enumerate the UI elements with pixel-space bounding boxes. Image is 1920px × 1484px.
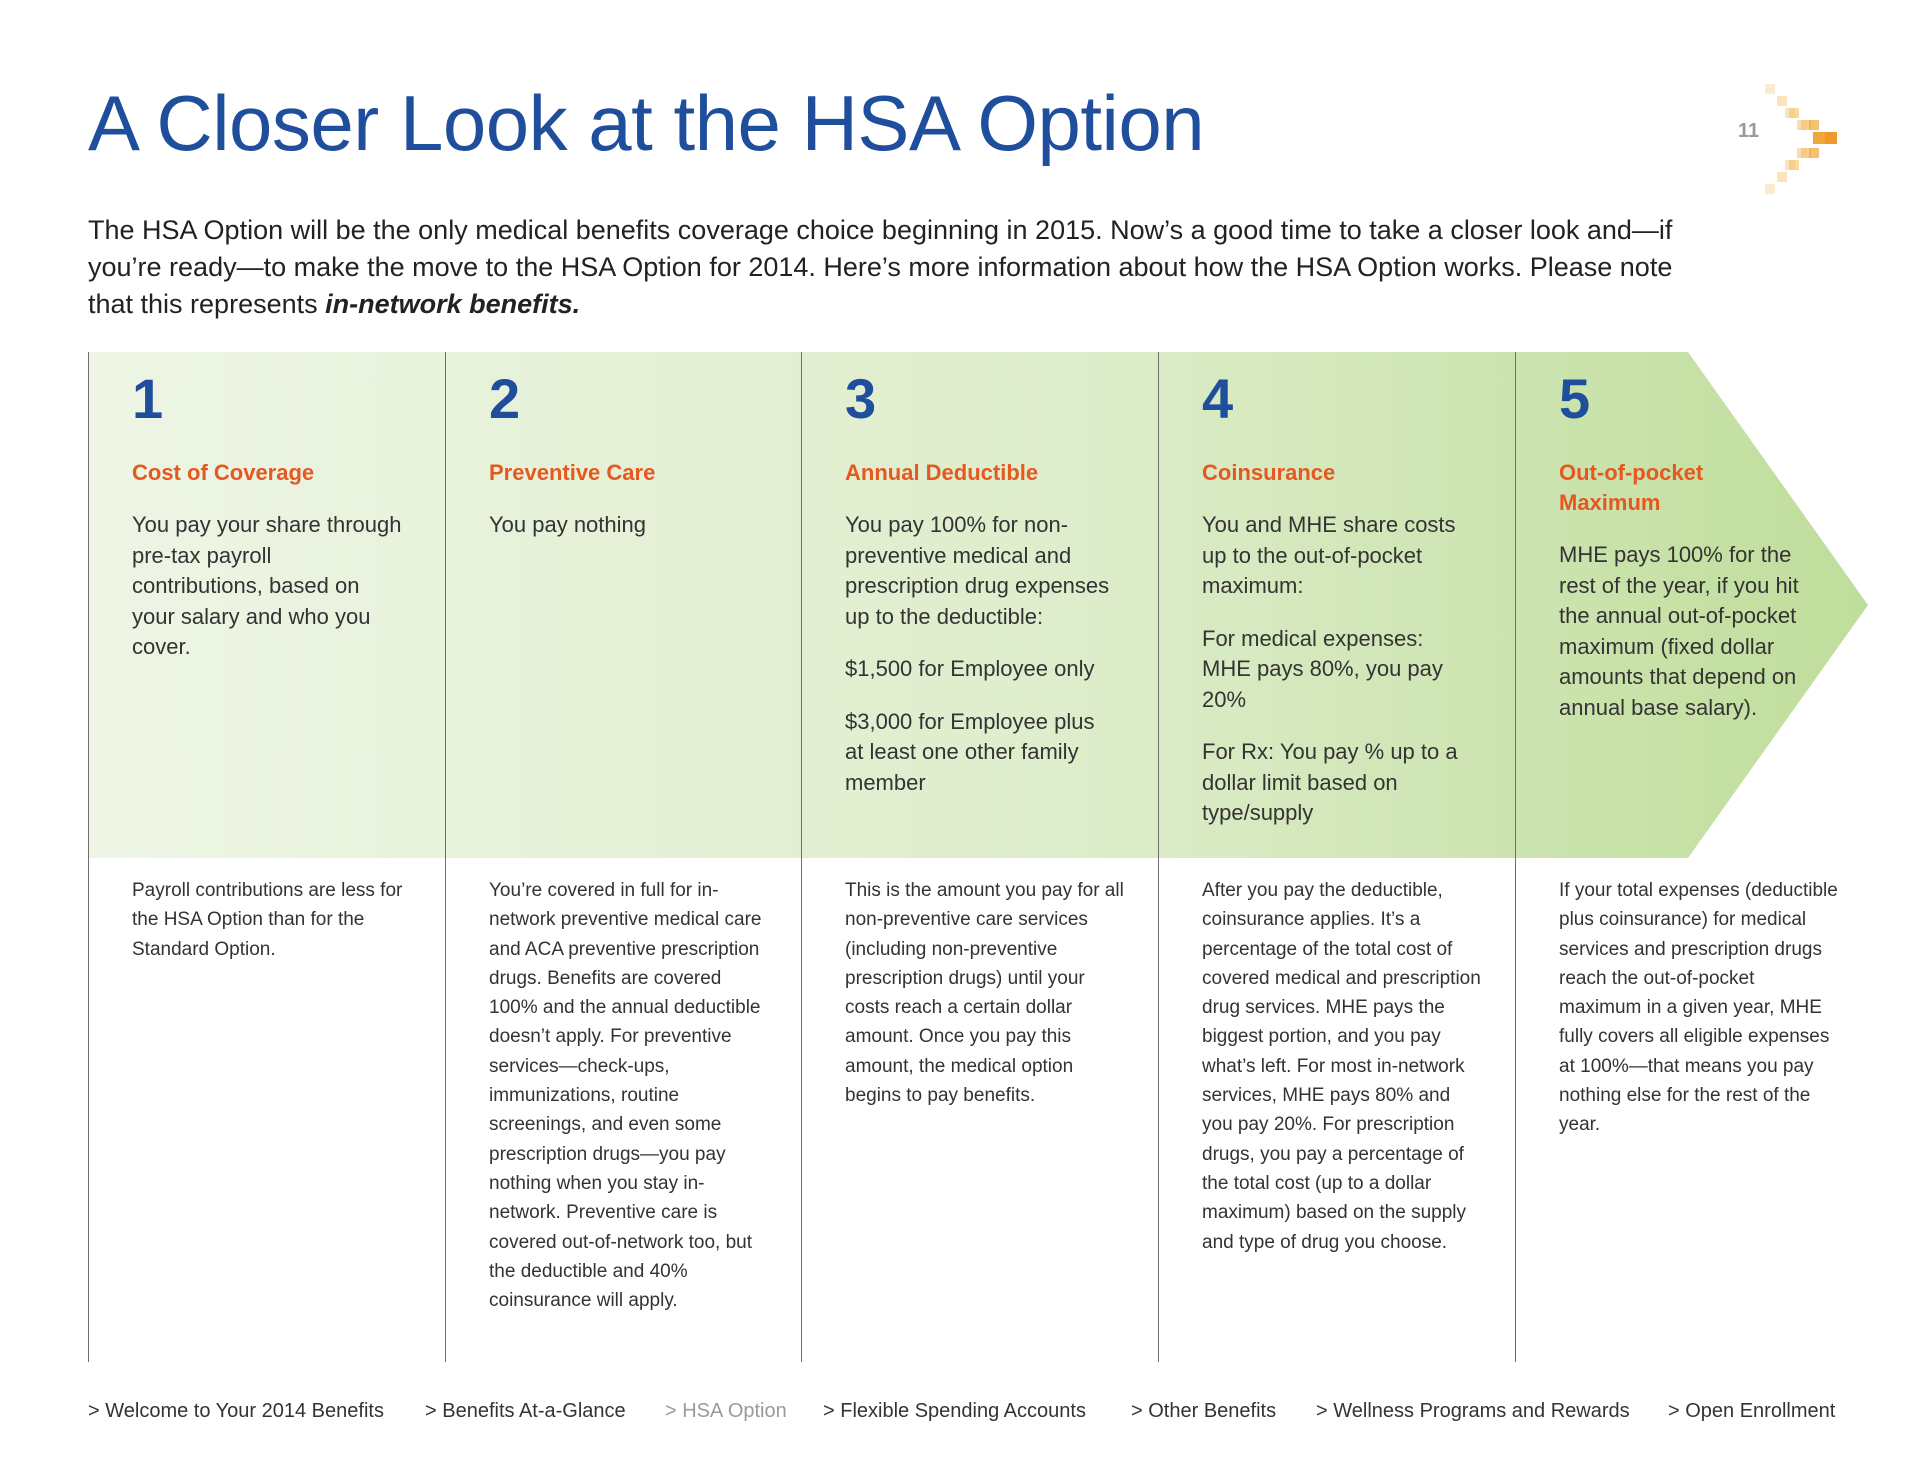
step-number: 2 [489,367,521,430]
column-divider [801,352,802,1362]
step-note-2: You’re covered in full for in-network preventive medical care and ACA preventive prescription drugs. Benefits are covered 100% and the annual deductible doesn’t apply. For preventive services—check-ups, immunizations, routine screenings, and even some prescription drugs—you pay nothing when you stay in-network. Preventive care is covered out-of-network too, but the deductible and 40% coinsurance will apply. [489,880,762,1312]
nav-link-other-benefits[interactable]: > Other Benefits [1131,1400,1277,1422]
step-body-text: For Rx: You pay % up to a dollar limit based on type/supply [1202,739,1458,825]
step-heading: Annual Deductible [845,460,1039,485]
page-title: A Closer Look at the HSA Option [88,79,1205,167]
step-number: 1 [132,367,164,430]
step-body-text: MHE pays 100% for the rest of the year, if you hit the annual out-of-pocket maximum (fixed dollar amounts that depend on annual base salary). [1559,542,1799,720]
step-heading: Cost of Coverage [132,460,315,485]
step-body-text: You and MHE share costs up to the out-of-pocket maximum: [1202,512,1456,598]
column-divider [1515,352,1516,1362]
intro-paragraph [88,212,1688,323]
step-body-text: You pay 100% for non-preventive medical and prescription drug expenses up to the deductible: [845,512,1110,629]
step-heading: Coinsurance [1202,460,1336,485]
step-number: 3 [845,367,877,430]
step-note-3: This is the amount you pay for all non-preventive care services (including non-preventive prescription drugs) until your costs reach a certain dollar amount. Once you pay this amount, the medical option begins to pay benefits. [845,880,1124,1107]
step-body-text: You pay your share through pre-tax payroll contributions, based on your salary and who you cover. [132,512,402,659]
step-heading: Out-of-pocket Maximum [1559,460,1704,515]
step-number: 5 [1559,367,1591,430]
step-body [1559,540,1817,745]
step-body-text: You pay nothing [489,512,646,537]
step-number: 4 [1202,367,1234,430]
step-body-text: $3,000 for Employee plus at least one other family member [845,708,1095,795]
chevron-arrow-logo-icon [1765,84,1855,196]
page-number: 11 [1738,120,1760,142]
step-body [489,510,759,563]
step-note-4: After you pay the deductible, coinsurance applies. It’s a percentage of the total cost of covered medical and prescription drug services. MHE pays the biggest portion, and you pay what’s left. For most in-network services, MHE pays 80% and you pay 20%. For prescription drugs, you pay a percentage of the total cost (up to a dollar maximum) based on the supply and type of drug you choose. [1202,880,1481,1253]
step-heading: Preventive Care [489,460,656,485]
step-body [1202,510,1472,851]
nav-link-wellness-programs[interactable]: > Wellness Programs and Rewards [1316,1400,1630,1422]
nav-link-hsa-option[interactable]: > HSA Option [665,1400,787,1422]
step-body-text: $1,500 for Employee only [845,656,1095,681]
nav-link-benefits-at-a-glance[interactable]: > Benefits At-a-Glance [425,1400,626,1422]
nav-link-open-enrollment[interactable]: > Open Enrollment [1668,1400,1836,1422]
step-body-text: For medical expenses: MHE pays 80%, you pay 20% [1202,625,1443,712]
intro-emphasis: in-network benefits. [325,289,581,319]
step-body [132,510,402,685]
column-divider [445,352,446,1362]
nav-link-welcome[interactable]: > Welcome to Your 2014 Benefits [88,1400,384,1422]
nav-link-flexible-spending-accounts[interactable]: > Flexible Spending Accounts [823,1400,1086,1422]
column-divider [1158,352,1159,1362]
step-body [845,510,1115,820]
step-note-1: Payroll contributions are less for the HSA Option than for the Standard Option. [132,880,403,960]
intro-text: The HSA Option will be the only medical benefits coverage choice beginning in 2015. Now’s a good time to take a closer look and—if you’re ready—to make the move to the HSA Option for 2014. Here’s more information about how the HSA Option works. Please note that this represents [88,215,1673,319]
step-note-5: If your total expenses (deductible plus coinsurance) for medical services and prescription drugs reach the out-of-pocket maximum in a given year, MHE fully covers all eligible expenses at 100%—that means you pay nothing else for the rest of the year. [1559,880,1838,1136]
column-divider [88,352,89,1362]
